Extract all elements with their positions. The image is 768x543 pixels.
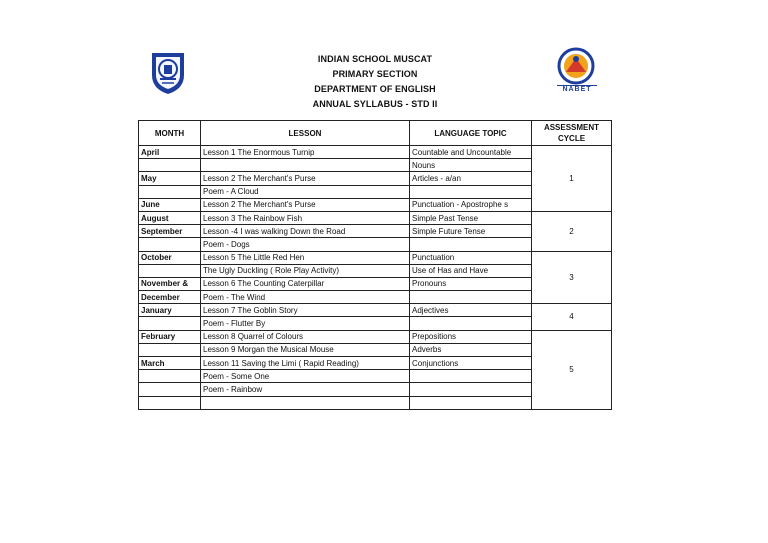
section-name: PRIMARY SECTION: [332, 69, 418, 79]
topic-cell: [410, 396, 532, 409]
table-row: [139, 304, 612, 317]
topic-cell: Prepositions: [410, 330, 532, 343]
month-cell: [139, 264, 201, 277]
lesson-cell: Lesson 3 The Rainbow Fish: [201, 211, 410, 224]
school-crest-icon: [146, 49, 190, 95]
cycle-header-line1: ASSESSMENT: [543, 123, 600, 132]
topic-cell: Adverbs: [410, 343, 532, 356]
topic-cell: [410, 291, 532, 304]
table-row: [139, 251, 612, 264]
topic-cell: [410, 185, 532, 198]
cycle-cell: 1: [532, 146, 612, 212]
topic-header: LANGUAGE TOPIC: [410, 121, 532, 146]
lesson-header: LESSON: [201, 121, 410, 146]
lesson-cell: Lesson 6 The Counting Caterpillar: [201, 277, 410, 290]
cycle-header: [532, 121, 612, 146]
month-cell: [139, 185, 201, 198]
month-cell: May: [139, 172, 201, 185]
lesson-cell: [201, 396, 410, 409]
lesson-cell: The Ugly Duckling ( Role Play Activity): [201, 264, 410, 277]
cycle-cell: 2: [532, 211, 612, 251]
nabet-label: NABET: [557, 85, 597, 93]
lesson-cell: Lesson 9 Morgan the Musical Mouse: [201, 343, 410, 356]
month-cell: [139, 383, 201, 396]
topic-cell: Countable and Uncountable: [410, 146, 532, 159]
document-header: [250, 52, 500, 112]
table-row: [139, 211, 612, 224]
topic-cell: Pronouns: [410, 277, 532, 290]
cycle-cell: 5: [532, 330, 612, 409]
lesson-cell: Poem - Flutter By: [201, 317, 410, 330]
lesson-cell: Lesson 7 The Goblin Story: [201, 304, 410, 317]
table-header-row: [139, 121, 612, 146]
topic-cell: [410, 383, 532, 396]
syllabus-table: [138, 120, 612, 410]
topic-cell: [410, 238, 532, 251]
lesson-cell: Poem - Rainbow: [201, 383, 410, 396]
month-cell: June: [139, 198, 201, 211]
department-name: DEPARTMENT OF ENGLISH: [314, 84, 436, 94]
month-cell: [139, 370, 201, 383]
month-cell: [139, 317, 201, 330]
lesson-cell: Lesson 2 The Merchant's Purse: [201, 172, 410, 185]
topic-cell: [410, 317, 532, 330]
month-cell: March: [139, 357, 201, 370]
lesson-cell: Poem - A Cloud: [201, 185, 410, 198]
lesson-cell: Poem - Some One: [201, 370, 410, 383]
topic-cell: Simple Past Tense: [410, 211, 532, 224]
lesson-cell: Lesson 5 The Little Red Hen: [201, 251, 410, 264]
month-cell: September: [139, 225, 201, 238]
lesson-cell: Lesson 2 The Merchant's Purse: [201, 198, 410, 211]
month-cell: April: [139, 146, 201, 159]
lesson-cell: Poem - The Wind: [201, 291, 410, 304]
cycle-header-line2: CYCLE: [557, 134, 586, 143]
topic-cell: Conjunctions: [410, 357, 532, 370]
month-cell: [139, 396, 201, 409]
month-cell: [139, 159, 201, 172]
month-cell: January: [139, 304, 201, 317]
table-row: [139, 330, 612, 343]
table-row: [139, 146, 612, 159]
month-cell: August: [139, 211, 201, 224]
month-cell: November &: [139, 277, 201, 290]
topic-cell: [410, 370, 532, 383]
lesson-cell: Lesson 8 Quarrel of Colours: [201, 330, 410, 343]
school-name: INDIAN SCHOOL MUSCAT: [317, 54, 433, 64]
topic-cell: Nouns: [410, 159, 532, 172]
month-cell: February: [139, 330, 201, 343]
month-cell: [139, 343, 201, 356]
topic-cell: Punctuation: [410, 251, 532, 264]
lesson-cell: Lesson 11 Saving the Limi ( Rapid Reading): [201, 357, 410, 370]
month-header: MONTH: [139, 121, 201, 146]
lesson-cell: Poem - Dogs: [201, 238, 410, 251]
month-cell: December: [139, 291, 201, 304]
month-cell: October: [139, 251, 201, 264]
topic-cell: Punctuation - Apostrophe s: [410, 198, 532, 211]
lesson-cell: [201, 159, 410, 172]
month-cell: [139, 238, 201, 251]
topic-cell: Simple Future Tense: [410, 225, 532, 238]
cycle-cell: 4: [532, 304, 612, 330]
topic-cell: Adjectives: [410, 304, 532, 317]
syllabus-title: ANNUAL SYLLABUS - STD II: [312, 99, 438, 109]
topic-cell: Use of Has and Have: [410, 264, 532, 277]
lesson-cell: Lesson 1 The Enormous Turnip: [201, 146, 410, 159]
lesson-cell: Lesson -4 I was walking Down the Road: [201, 225, 410, 238]
topic-cell: Articles - a/an: [410, 172, 532, 185]
cycle-cell: 3: [532, 251, 612, 304]
